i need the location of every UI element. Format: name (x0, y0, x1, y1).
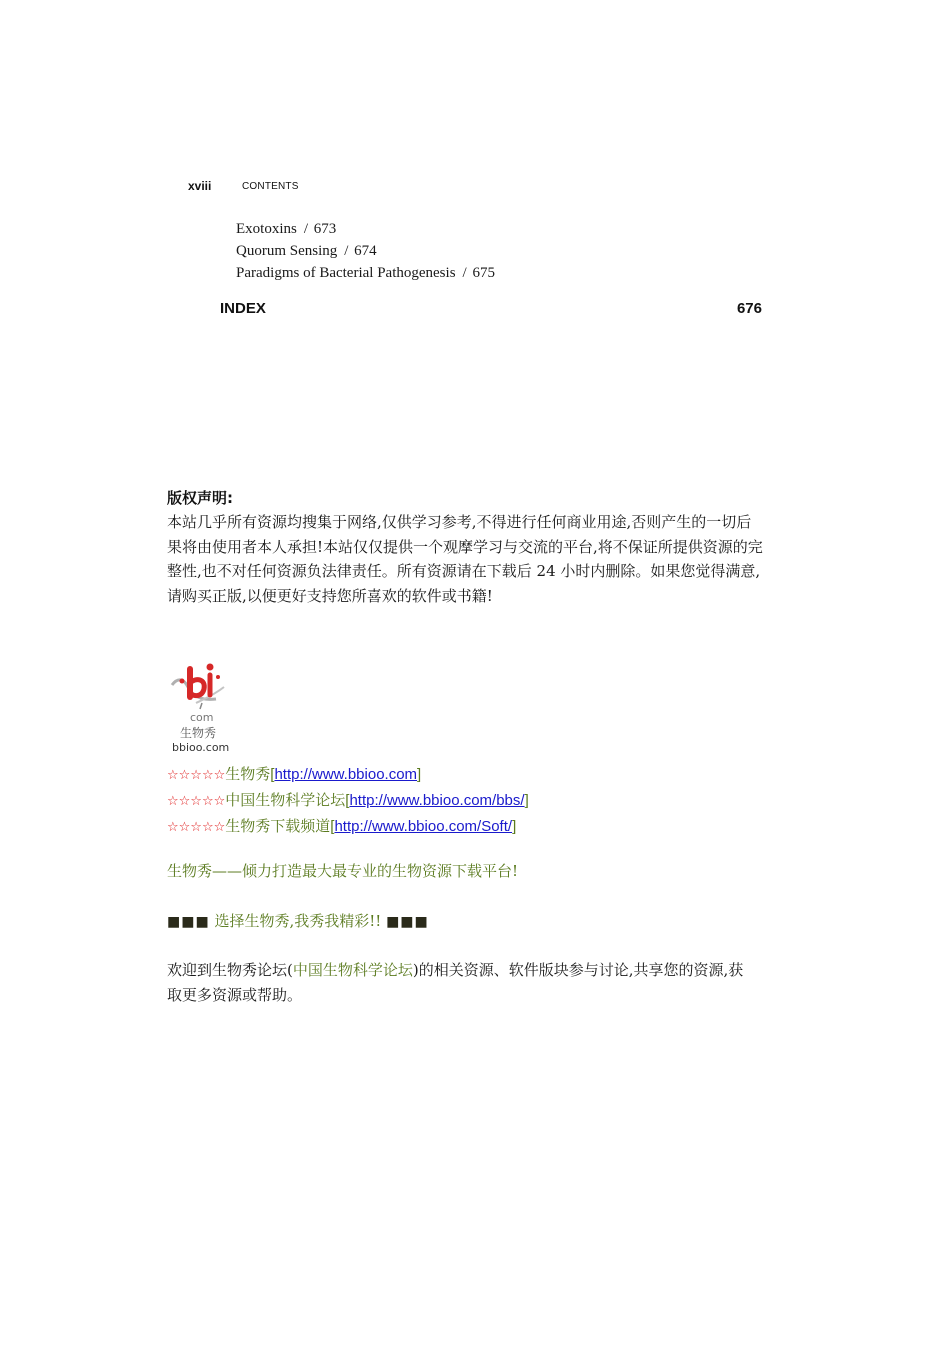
bracket-close: ] (417, 766, 422, 783)
link-list (167, 762, 529, 840)
link-label: 生物秀下载频道 (225, 817, 331, 835)
star-rating-icon: ☆☆☆☆☆ (167, 794, 226, 809)
copyright-body (167, 510, 852, 608)
welcome-paragraph (167, 958, 852, 1008)
toc-entry-title: Exotoxins (236, 221, 297, 237)
banner-text: 选择生物秀,我秀我精彩!! (209, 912, 387, 930)
copyright-line: 本站几乎所有资源均搜集于网络,仅供学习参考,不得进行任何商业用途,否则产生的一切后 (167, 513, 752, 531)
link-url[interactable]: http://www.bbioo.com (274, 766, 418, 783)
toc-entry-title: Quorum Sensing (236, 243, 338, 259)
toc-separator: / (303, 221, 309, 237)
toc-entry (236, 240, 495, 262)
toc-separator: / (344, 243, 349, 259)
bracket-close: ] (512, 818, 517, 835)
index-label: INDEX (220, 300, 266, 317)
link-url[interactable]: http://www.bbioo.com/Soft/ (334, 818, 513, 835)
star-rating-icon: ☆☆☆☆☆ (167, 768, 226, 783)
bracket-close: ] (524, 792, 529, 809)
toc-list (236, 218, 495, 284)
logo-caption-name: 生物秀 (180, 726, 217, 740)
bracket-open: [ (345, 792, 350, 809)
toc-entry-title: Paradigms of Bacterial Pathogenesis (236, 265, 456, 281)
toc-entry (236, 218, 495, 240)
banner (167, 910, 429, 931)
toc-entry-page: 673 (313, 221, 337, 237)
copyright-line: 请购买正版,以便更好支持您所喜欢的软件或书籍! (167, 586, 493, 605)
welcome-after: )的相关资源、软件版块参与讨论,共享您的资源,获 (412, 961, 744, 979)
bracket-open: [ (270, 766, 275, 783)
copyright-line: 果将由使用者本人承担!本站仅仅提供一个观摩学习与交流的平台,将不保证所提供资源的完 (167, 537, 763, 556)
toc-entry-page: 675 (472, 265, 495, 281)
copyright-title: 版权声明: (167, 489, 233, 507)
link-label: 生物秀 (225, 765, 271, 783)
logo-caption-domain: com (190, 711, 214, 724)
copyright-line: 整性,也不对任何资源负法律责任。所有资源请在下载后 24 小时内删除。如果您觉得满意, (167, 562, 761, 580)
page-number: xviii (188, 179, 212, 193)
logo-caption-site: bbioo.com (172, 741, 230, 754)
toc-separator: / (462, 265, 467, 281)
toc-entry-page: 674 (354, 243, 377, 259)
welcome-line: 取更多资源或帮助。 (167, 986, 303, 1004)
welcome-line (167, 958, 852, 983)
link-item (167, 788, 529, 814)
bracket-open: [ (330, 818, 335, 835)
link-url[interactable]: http://www.bbioo.com/bbs/ (349, 792, 525, 809)
square-bullets-icon: ■■■ (386, 914, 429, 930)
square-bullets-icon: ■■■ (167, 914, 210, 930)
toc-entry (236, 262, 495, 284)
index-row (220, 300, 762, 317)
slogan: 生物秀——倾力打造最大最专业的生物资源下载平台! (167, 862, 519, 880)
link-item (167, 814, 529, 840)
star-rating-icon: ☆☆☆☆☆ (167, 820, 226, 835)
welcome-highlight: 中国生物科学论坛 (292, 961, 413, 979)
link-item (167, 762, 529, 788)
link-label: 中国生物科学论坛 (225, 791, 346, 809)
index-page: 676 (736, 300, 762, 317)
running-head: CONTENTS (242, 181, 299, 192)
welcome-before: 欢迎到生物秀论坛( (167, 961, 293, 979)
